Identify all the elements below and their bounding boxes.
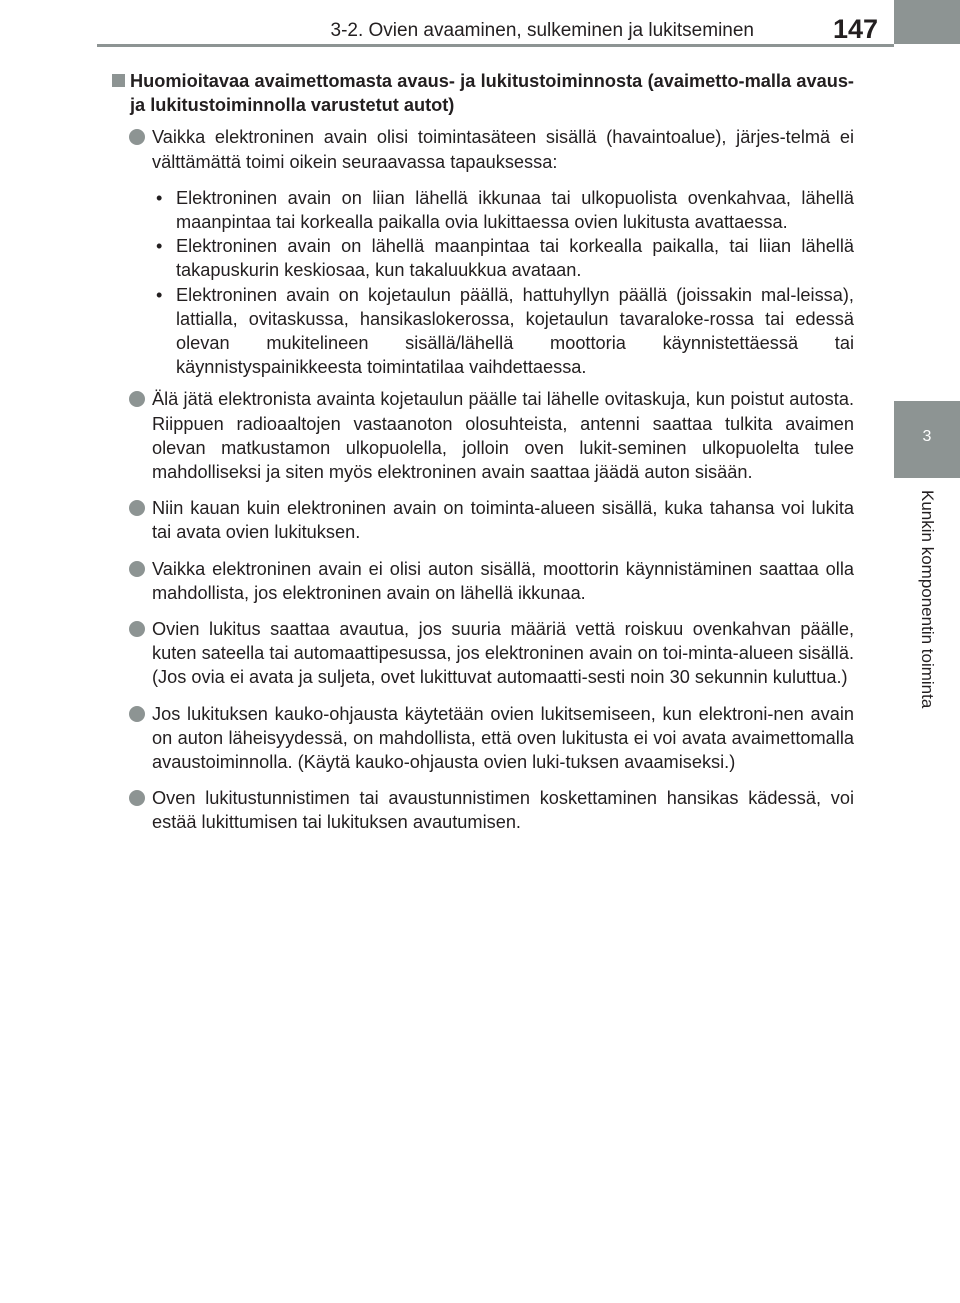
circle-bullet-icon — [129, 129, 145, 145]
chapter-number: 3 — [922, 428, 932, 445]
list-item-text: Jos lukituksen kauko-ohjausta käytetään ovien lukitsemiseen, kun elektroni-nen avain on auton läheisyydessä, on mahdollista, että oven lukitusta ei voi avata avaimettomalla avaustoiminnolla. (Käytä kauko-ohjausta ovien luki-tuksen avaamiseksi.) — [152, 703, 854, 773]
circle-bullet-icon — [129, 621, 145, 637]
list-item-text: Vaikka elektroninen avain olisi toimintasäteen sisällä (havaintoalue), järjes-telmä ei välttämättä toimi oikein seuraavassa tapauksessa: — [152, 127, 854, 172]
list-item — [110, 496, 854, 544]
list-item-text: Ovien lukitus saattaa avautua, jos suuria määriä vettä roiskuu ovenkahvan päälle, kuten sateella tai automaattipesussa, jos elektroninen avain on toi-minta-alueen sisällä. (Jos ovia ei avata ja suljeta, ovet lukittuvat automaatti-sesti noin 30 sekunnin kuluttua.) — [152, 619, 854, 688]
sub-list-item-text: Elektroninen avain on liian lähellä ikkunaa tai ulkopuolista ovenkahvaa, lähellä maanpintaa tai korkealla paikalla ovia lukittaessa ovien lukitusta avattaessa. — [176, 187, 854, 233]
list-item — [110, 617, 854, 690]
list-item — [110, 125, 854, 173]
circle-bullet-icon — [129, 790, 145, 806]
page-content — [110, 69, 854, 847]
circle-bullet-icon — [129, 391, 145, 407]
list-item-text: Vaikka elektroninen avain ei olisi auton sisällä, moottorin käynnistäminen saattaa olla mahdollista, jos elektroninen avain on lähellä ikkunaa. — [152, 558, 854, 603]
small-bullet-icon: • — [156, 236, 163, 257]
sub-list-item — [152, 283, 854, 380]
small-bullet-icon: • — [156, 187, 163, 208]
circle-bullet-icon — [129, 706, 145, 722]
section-heading-text: Huomioitavaa avaimettomasta avaus- ja lukitustoiminnosta (avaimetto-malla avaus- ja lukitustoiminnolla varustetut autot) — [130, 71, 854, 116]
sub-list-item-text: Elektroninen avain on kojetaulun päällä, hattuhyllyn päällä (joissakin mal-leissa), lattialla, ovitaskussa, hansikaslokerossa, kojetaulun tavaraloke-rossa tai edessä olevan mukitelineen sisällä/lähellä moottoria käynnistettäessä tai käynnistyspainikkeesta toimintatilaa vaihdettaessa. — [176, 284, 854, 378]
sub-list-item — [152, 186, 854, 234]
list-item-text: Oven lukitustunnistimen tai avaustunnistimen koskettaminen hansikas kädessä, voi estää lukittumisen tai lukituksen avautumisen. — [152, 788, 854, 833]
section-heading — [110, 69, 854, 117]
list-item-text: Niin kauan kuin elektroninen avain on toiminta-alueen sisällä, kuka tahansa voi lukita tai avata ovien lukituksen. — [152, 498, 854, 543]
sub-list — [110, 186, 854, 380]
small-bullet-icon: • — [156, 284, 163, 305]
list-item — [110, 387, 854, 484]
list-item — [110, 786, 854, 834]
chapter-side-tab — [894, 0, 960, 1303]
page-number: 147 — [832, 14, 878, 44]
square-bullet-icon — [112, 74, 125, 87]
list-item — [110, 702, 854, 775]
sub-list-item-text: Elektroninen avain on lähellä maanpintaa tai korkealla paikalla, tai liian lähellä takapuskurin keskiosaa, kun takaluukkua avataan. — [176, 236, 854, 281]
sub-list-item — [152, 234, 854, 282]
list-item-text: Älä jätä elektronista avainta kojetaulun päälle tai lähelle ovitaskuja, kun poistut autosta. Riippuen radioaaltojen vastaanoton olosuhteista, antenni saattaa tulkita avaimen olevan matkustamon ulkopuolella, jolloin oven lukit-seminen ulkopuolelta tulee mahdolliseksi ja siten myös elektroninen avain saattaa jäädä auton sisään. — [152, 389, 854, 483]
list-item — [110, 557, 854, 605]
header-title: 3-2. Ovien avaaminen, sulkeminen ja lukitseminen — [330, 20, 754, 41]
circle-bullet-icon — [129, 561, 145, 577]
chapter-title: Kunkin komponentin toiminta — [918, 490, 937, 709]
header-rule — [97, 44, 960, 47]
side-tab-top-bar — [894, 0, 960, 44]
circle-bullet-icon — [129, 500, 145, 516]
